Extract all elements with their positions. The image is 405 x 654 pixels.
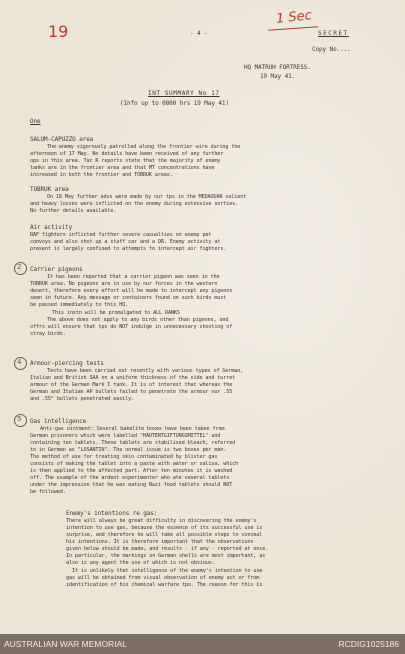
text-line: be passed immediately to this HQ. <box>30 302 129 308</box>
text-line: present is largely confined to attempts to intercept air fighters. <box>30 246 227 252</box>
text-line: gas will be obtained from visual observation of enemy act or from <box>66 575 260 581</box>
text-line: seen in future. Any message or containers found on such birds must <box>30 295 227 301</box>
text-line: It has been reported that a carrier pigeon was seen in the <box>47 274 220 280</box>
text-line: also is any agent the use of which is not obvious. <box>66 560 215 566</box>
text-line: The method of use for treating skin contaminated by blister gas <box>30 454 218 460</box>
circled-number: 2 <box>17 263 22 271</box>
red-page-number: 19 <box>48 22 69 41</box>
text-line: to in German as "LOSANTIN". The normal issue is two boxes per man. <box>30 447 227 453</box>
text-line: Tests have been carried out recently with various types of German, <box>47 368 244 374</box>
text-line: and .55" bullets penetrated easily. <box>30 396 135 402</box>
red-underline <box>268 26 318 31</box>
text-line: and heavy losses were inflicted on the enemy during extensive sorties. <box>30 201 239 207</box>
heading-enemy-gas: Enemy's intentions re gas: <box>66 510 158 517</box>
document-subtitle: (Info up to 0800 hrs 19 May 41) <box>120 100 229 107</box>
heading-tobruk: TOBRUK area <box>30 186 69 193</box>
text-line: is then applied to the affected part. After ten minutes it is washed <box>30 468 233 474</box>
text-line: German and Italian AP bullets failed to penetrate the armour our .55 <box>30 389 233 395</box>
heading-gas: Gas intelligence <box>30 418 87 425</box>
circled-number: 5 <box>17 415 22 423</box>
text-line: armour of the German Mark I tank. It is of interest that whereas the <box>30 382 233 388</box>
text-line: off. The example of the ardent experimenter who ate several tablets <box>30 475 230 481</box>
heading-salum: SALUM-CAPUZZO area <box>30 136 94 143</box>
document-date: 19 May 41. <box>260 73 296 80</box>
text-line: Anti-gas ointment: Several bakelite boxes have been taken from <box>40 426 225 432</box>
text-line: No further details available. <box>30 208 117 214</box>
page-number: - 4 - <box>190 30 208 37</box>
text-line: TOBRUK area. No pigeons are in use by our forces in the western <box>30 281 218 287</box>
heading-air: Air activity <box>30 224 73 231</box>
text-line: Italian and British SAA on a uniform thickness of the side and turret <box>30 375 236 381</box>
text-line: ops in this area. Tac R reports state that the majority of enemy <box>30 158 221 164</box>
red-reference: 1 Sec <box>275 8 313 27</box>
archive-footer <box>0 634 405 654</box>
text-line: tanks are in the frontier area and that MT concentrations have <box>30 165 215 171</box>
text-line: offrs will ensure that tps do NOT indulge in unnecessary shooting of <box>30 324 233 330</box>
section-heading: One <box>30 118 41 125</box>
text-line: There will always be great difficulty in discovering the enemy's <box>66 518 257 524</box>
heading-pigeons: Carrier pigeons <box>30 266 83 273</box>
copy-number: Copy No.... <box>312 46 351 53</box>
text-line: under the impression that he was eating Nazi food tablets should NOT <box>30 482 233 488</box>
heading-armour: Armour-piercing tests <box>30 360 104 367</box>
text-line: consists of making the tablet into a paste with water or saliva, which <box>30 461 239 467</box>
text-line: be followed. <box>30 489 66 495</box>
text-line: afternoon of 17 May. No details have been received of any further <box>30 151 224 157</box>
text-line: The above does not apply to any birds other than pigeons, and <box>47 317 229 323</box>
text-line: desert, therefore every effort will be made to intercept any pigeons <box>30 288 233 294</box>
text-line: The enemy vigorously patrolled along the frontier wire during the <box>47 144 241 150</box>
text-line: On 18 May further advs were made by our tps in the MEDAUUAR salient <box>47 194 247 200</box>
text-line: German prisoners which were labelled "HAUTENTGIFTUNGSMITTEL" and <box>30 433 221 439</box>
text-line: given below should be made, and results - if any - reported at once. <box>66 546 269 552</box>
text-line: It is unlikely that intelligence of the enemy's intention to use <box>72 568 263 574</box>
text-line: stray birds. <box>30 331 66 337</box>
text-line: identification of his chemical warfare tps. The reason for this is <box>66 582 263 588</box>
text-line: surprise, and therefore he will take all possible steps to conceal <box>66 532 263 538</box>
text-line: his intentions. It is therefore important that the observations <box>66 539 254 545</box>
text-line: This instn will be promulgated to ALL RANKS <box>52 310 180 316</box>
headquarters: HQ MATRUH FORTRESS. <box>244 64 311 71</box>
classification: SECRET <box>318 30 349 37</box>
text-line: increased in both the frontier and TOBRUK areas. <box>30 172 173 178</box>
archive-name: AUSTRALIAN WAR MEMORIAL <box>4 639 127 649</box>
text-line: containing ten tablets. These tablets are stabilised bleach, referred <box>30 440 236 446</box>
text-line: In particular, the markings on German shells are most important, as <box>66 553 266 559</box>
text-line: intention to use gas, because the essence of its successful use is <box>66 525 263 531</box>
text-line: convoys and also shot up a staff car and a DR. Enemy activity at <box>30 239 221 245</box>
text-line: RAF fighters inflicted further severe casualties on enemy pet <box>30 232 212 238</box>
circled-number: 4 <box>17 358 22 366</box>
record-id: RCDIG1025186 <box>338 639 399 649</box>
document-title: INT SUMMARY No 17 <box>148 90 220 97</box>
